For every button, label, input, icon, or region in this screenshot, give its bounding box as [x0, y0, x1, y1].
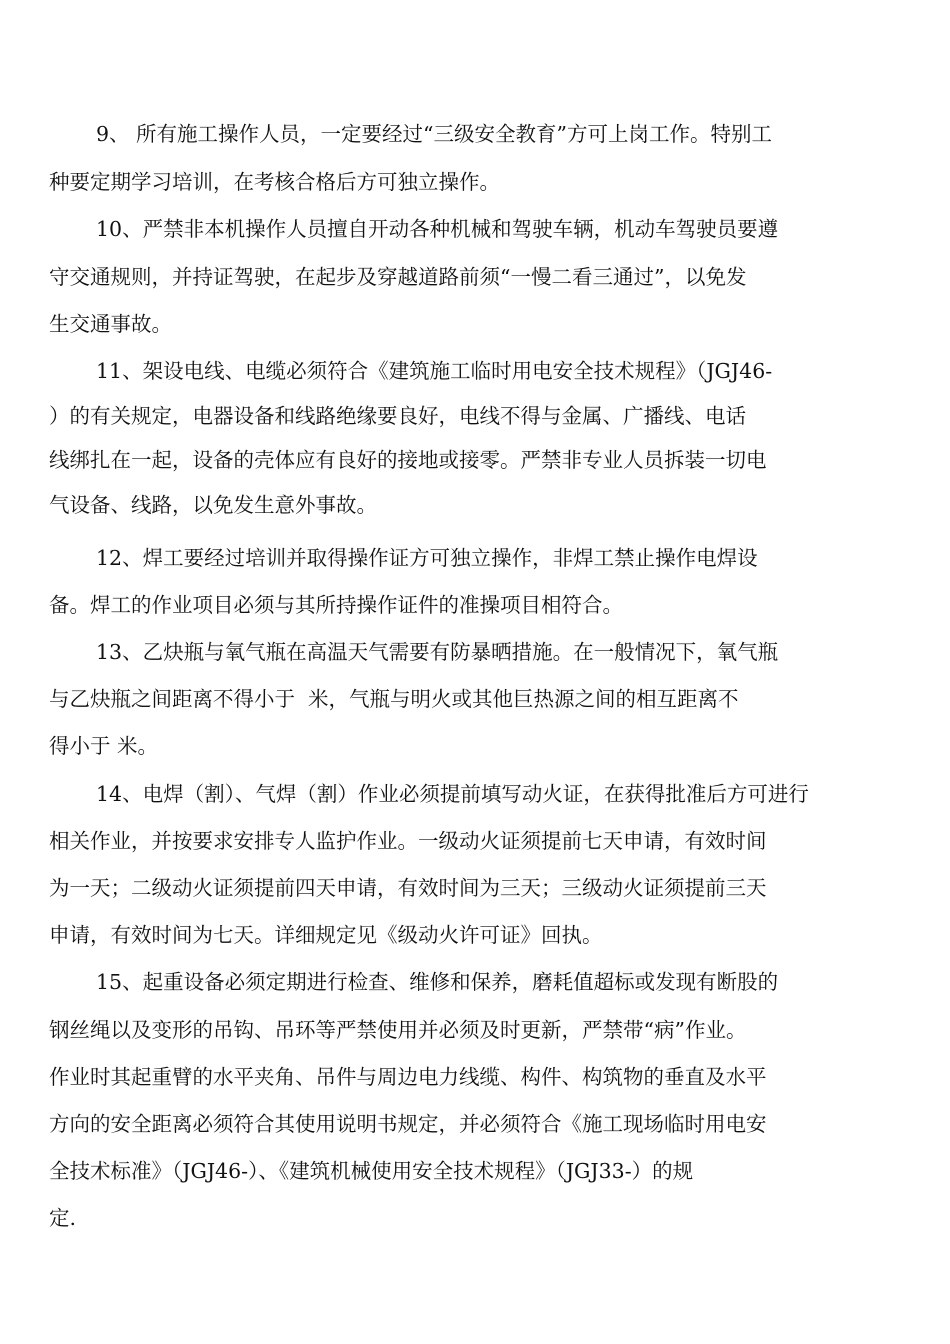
- text-line: 全技术标准》（JGJ46-）、《建筑机械使用安全技术规程》（JGJ33-）的规: [49, 1159, 694, 1183]
- text-line: 与乙炔瓶之间距离不得小于 米，气瓶与明火或其他巨热源之间的相互距离不: [49, 687, 739, 711]
- text-line: 种要定期学习培训，在考核合格后方可独立操作。: [49, 170, 500, 194]
- text-line: 12、焊工要经过培训并取得操作证方可独立操作，非焊工禁止操作电焊设: [96, 546, 758, 570]
- text-line: 生交通事故。: [49, 312, 172, 336]
- text-line: 守交通规则，并持证驾驶，在起步及穿越道路前须“一慢二看三通过”，以免发: [49, 265, 747, 289]
- text-line: 为一天；二级动火证须提前四天申请，有效时间为三天；三级动火证须提前三天: [49, 876, 767, 900]
- text-line: 14、电焊（割）、气焊（割）作业必须提前填写动火证，在获得批准后方可进行: [96, 782, 809, 806]
- text-line: 钢丝绳以及变形的吊钩、吊环等严禁使用并必须及时更新，严禁带“病”作业。: [49, 1018, 747, 1042]
- text-line: 定.: [49, 1206, 77, 1230]
- text-line: 申请，有效时间为七天。详细规定见《级动火许可证》回执。: [49, 923, 603, 947]
- text-line: 备。焊工的作业项目必须与其所持操作证件的准操项目相符合。: [49, 593, 623, 617]
- text-line: 得小于 米。: [49, 734, 159, 758]
- text-line: 10、严禁非本机操作人员擅自开动各种机械和驾驶车辆，机动车驾驶员要遵: [96, 217, 779, 241]
- text-line: 方向的安全距离必须符合其使用说明书规定，并必须符合《施工现场临时用电安: [49, 1112, 767, 1136]
- text-line: ）的有关规定，电器设备和线路绝缘要良好，电线不得与金属、广播线、电话: [49, 404, 746, 428]
- text-line: 作业时其起重臂的水平夹角、吊件与周边电力线缆、构件、构筑物的垂直及水平: [49, 1065, 767, 1089]
- text-line: 相关作业，并按要求安排专人监护作业。一级动火证须提前七天申请，有效时间: [49, 829, 767, 853]
- text-line: 9、 所有施工操作人员，一定要经过“三级安全教育”方可上岗工作。特别工: [96, 122, 773, 146]
- text-line: 气设备、线路，以免发生意外事故。: [49, 493, 377, 517]
- text-line: 15、起重设备必须定期进行检查、维修和保养，磨耗值超标或发现有断股的: [96, 970, 779, 994]
- text-line: 11、架设电线、电缆必须符合《建筑施工临时用电安全技术规程》（JGJ46-: [96, 359, 773, 383]
- text-line: 13、乙炔瓶与氧气瓶在高温天气需要有防暴晒措施。在一般情况下，氧气瓶: [96, 640, 779, 664]
- text-line: 线绑扎在一起，设备的壳体应有良好的接地或接零。严禁非专业人员拆装一切电: [49, 448, 767, 472]
